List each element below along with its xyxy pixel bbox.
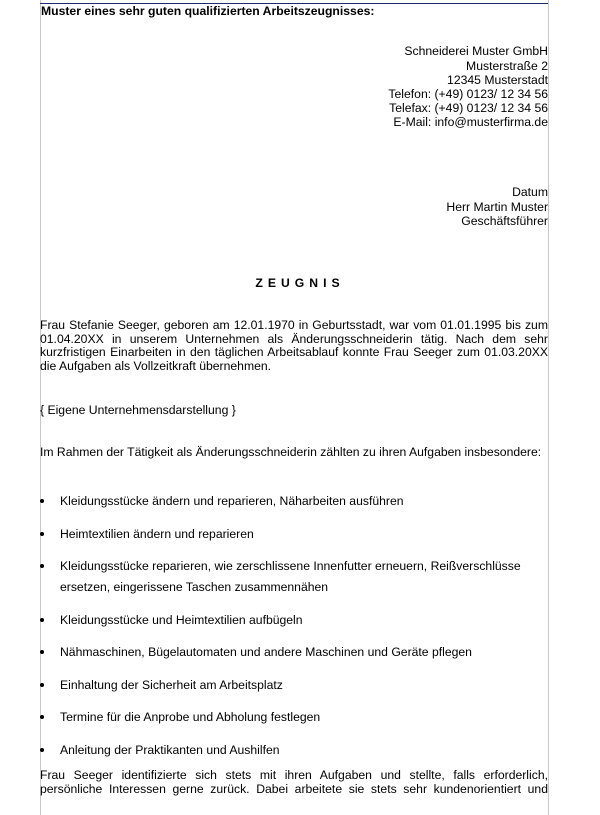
intro-paragraph: Frau Stefanie Seeger, geboren am 12.01.1970 in Geburtsstadt, war vom 01.01.1995 bis zum 01.04.20XX in unserem Unternehmen als Änderungsschneiderin tätig. Nach dem sehr kurzfristigen Einarbeiten in den täglichen Arbeitsablauf konnte Frau Seeger zum 01.03.20XX die Aufgaben als Vollzeitkraft übernehmen. bbox=[40, 318, 548, 373]
list-item-text: Kleidungsstücke und Heimtextilien aufbügeln bbox=[60, 613, 303, 627]
closing-paragraph: Frau Seeger identifizierte sich stets mit ihren Aufgaben und stellte, falls erforderlich, persönliche Interessen gerne zurück. Dabei arbeitete sie stets sehr kundenorientiert und bbox=[40, 768, 548, 796]
company-phone: Telefon: (+49) 0123/ 12 34 56 bbox=[388, 87, 548, 101]
list-item-text: Einhaltung der Sicherheit am Arbeitsplatz bbox=[60, 678, 283, 692]
bullet-icon bbox=[40, 715, 44, 719]
bullet-icon bbox=[40, 564, 44, 568]
bullet-icon bbox=[40, 532, 44, 536]
list-item-text: Kleidungsstücke reparieren, wie zerschlissene Innenfutter erneuern, Reißverschlüsse ersetzen, eingerissene Taschen zusammennähen bbox=[60, 559, 521, 594]
list-item-text: Heimtextilien ändern und reparieren bbox=[60, 527, 254, 541]
document-heading: Muster eines sehr guten qualifizierten Arbeitszeugnisses: bbox=[41, 4, 375, 18]
company-placeholder: { Eigene Unternehmensdarstellung } bbox=[40, 403, 236, 417]
bullet-icon bbox=[40, 618, 44, 622]
bullet-icon bbox=[40, 683, 44, 687]
list-item-text: Kleidungsstücke ändern und reparieren, Näharbeiten ausführen bbox=[60, 494, 404, 508]
page-title: ZEUGNIS bbox=[255, 276, 345, 290]
list-item-text: Termine für die Anprobe und Abholung festlegen bbox=[60, 710, 321, 724]
company-name: Schneiderei Muster GmbH bbox=[404, 44, 548, 58]
tasks-intro: Im Rahmen der Tätigkeit als Änderungsschneiderin zählten zu ihren Aufgaben insbesondere: bbox=[40, 445, 542, 459]
bullet-icon bbox=[40, 650, 44, 654]
company-email: E-Mail: info@musterfirma.de bbox=[393, 115, 548, 129]
list-item-text: Anleitung der Praktikanten und Aushilfen bbox=[60, 743, 280, 757]
company-fax: Telefax: (+49) 0123/ 12 34 56 bbox=[389, 101, 548, 115]
signature-date: Datum bbox=[512, 185, 548, 199]
signature-name: Herr Martin Muster bbox=[446, 200, 548, 214]
company-city: 12345 Musterstadt bbox=[447, 73, 548, 87]
list-item-text: Nähmaschinen, Bügelautomaten und andere Maschinen und Geräte pflegen bbox=[60, 645, 472, 659]
bullet-icon bbox=[40, 748, 44, 752]
signature-role: Geschäftsführer bbox=[461, 214, 548, 228]
bullet-icon bbox=[40, 499, 44, 503]
company-street: Musterstraße 2 bbox=[466, 59, 548, 73]
